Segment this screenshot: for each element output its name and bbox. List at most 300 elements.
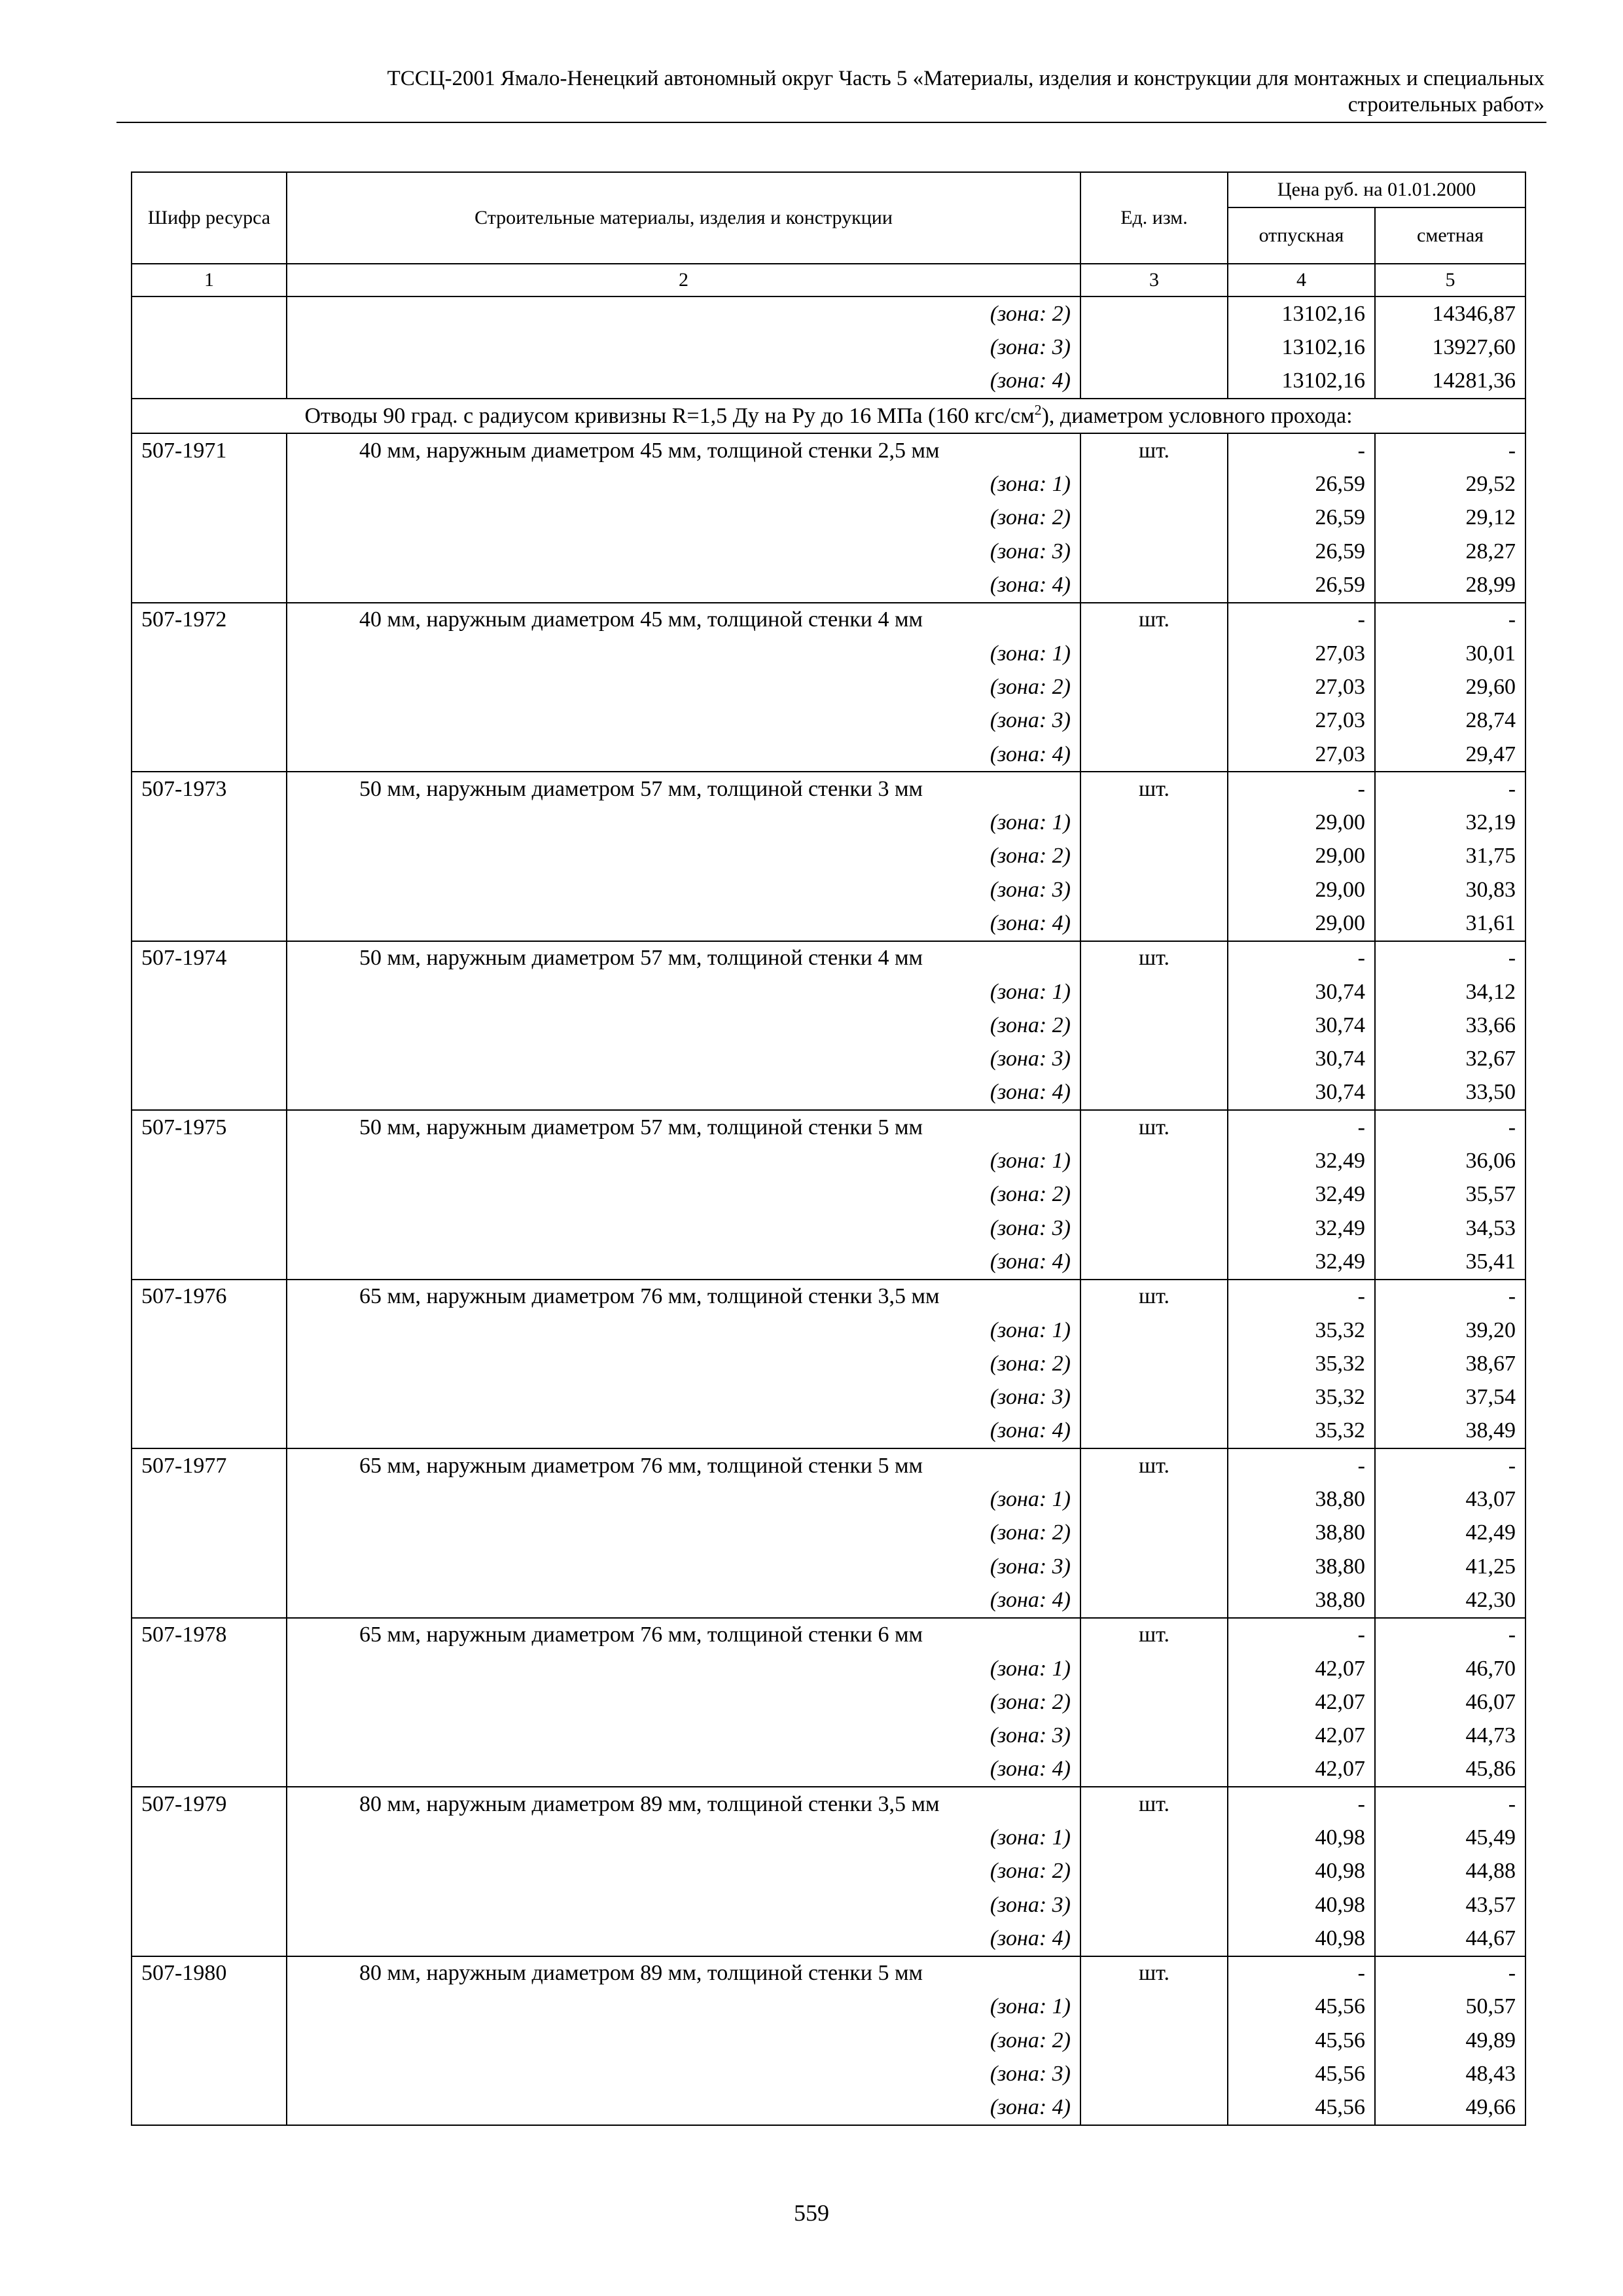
resource-code: 507-1978 xyxy=(132,1618,287,1652)
resource-code: 507-1974 xyxy=(132,941,287,975)
estimate-price: 45,49 xyxy=(1375,1821,1525,1854)
code-cell xyxy=(132,1821,287,1854)
code-cell xyxy=(132,738,287,772)
code-cell xyxy=(132,1076,287,1110)
code-cell xyxy=(132,1009,287,1042)
unit-cell xyxy=(1080,568,1228,602)
zone-label: (зона: 2) xyxy=(287,2024,1080,2057)
release-price: 38,80 xyxy=(1228,1482,1375,1516)
zone-label: (зона: 3) xyxy=(287,1888,1080,1922)
estimate-price: 35,57 xyxy=(1375,1178,1525,1211)
unit-cell xyxy=(1080,2091,1228,2125)
estimate-price: 33,50 xyxy=(1375,1076,1525,1110)
estimate-price: 14346,87 xyxy=(1375,296,1525,331)
estimate-price: - xyxy=(1375,1618,1525,1652)
code-cell xyxy=(132,2024,287,2057)
code-cell xyxy=(132,1178,287,1211)
code-cell xyxy=(132,296,287,331)
zone-label: (зона: 2) xyxy=(287,1855,1080,1888)
unit-cell xyxy=(1080,1922,1228,1956)
estimate-price: 39,20 xyxy=(1375,1314,1525,1347)
table-body xyxy=(132,296,1525,2125)
unit-cell xyxy=(1080,1753,1228,1787)
code-cell xyxy=(132,1583,287,1617)
unit-cell: шт. xyxy=(1080,1618,1228,1652)
resource-code: 507-1975 xyxy=(132,1110,287,1144)
item-description: 80 мм, наружным диаметром 89 мм, толщиной стенки 3,5 мм xyxy=(287,1787,1080,1821)
table-row xyxy=(132,1280,1525,1314)
table-row xyxy=(132,568,1525,602)
code-cell xyxy=(132,568,287,602)
unit-cell xyxy=(1080,975,1228,1009)
code-cell xyxy=(132,1347,287,1380)
item-description: 40 мм, наружным диаметром 45 мм, толщиной стенки 4 мм xyxy=(287,603,1080,637)
item-description: 80 мм, наружным диаметром 89 мм, толщиной стенки 5 мм xyxy=(287,1956,1080,1990)
release-price: 45,56 xyxy=(1228,2091,1375,2125)
section-title-text-a: Отводы 90 град. с радиусом кривизны R=1,5 Ду на Ру до 16 МПа (160 кгс/см xyxy=(304,403,1035,428)
release-price: 32,49 xyxy=(1228,1144,1375,1177)
estimate-price: - xyxy=(1375,1280,1525,1314)
release-price: - xyxy=(1228,772,1375,806)
col-number: 2 xyxy=(287,264,1080,296)
table-row xyxy=(132,1314,1525,1347)
unit-cell xyxy=(1080,365,1228,399)
estimate-price: 36,06 xyxy=(1375,1144,1525,1177)
estimate-price: 29,12 xyxy=(1375,501,1525,535)
estimate-price: 49,89 xyxy=(1375,2024,1525,2057)
estimate-price: - xyxy=(1375,1110,1525,1144)
item-description: 65 мм, наружным диаметром 76 мм, толщиной стенки 3,5 мм xyxy=(287,1280,1080,1314)
zone-label: (зона: 1) xyxy=(287,1990,1080,2024)
zone-label: (зона: 2) xyxy=(287,1685,1080,1719)
table-row xyxy=(132,2057,1525,2090)
code-cell xyxy=(132,1482,287,1516)
zone-label: (зона: 2) xyxy=(287,296,1080,331)
item-description: 50 мм, наружным диаметром 57 мм, толщиной стенки 5 мм xyxy=(287,1110,1080,1144)
table-row xyxy=(132,975,1525,1009)
table-row xyxy=(132,1990,1525,2024)
zone-label: (зона: 4) xyxy=(287,1753,1080,1787)
table-row xyxy=(132,1719,1525,1752)
zone-label: (зона: 3) xyxy=(287,535,1080,568)
release-price: 42,07 xyxy=(1228,1652,1375,1685)
release-price: 29,00 xyxy=(1228,840,1375,873)
estimate-price: 41,25 xyxy=(1375,1550,1525,1583)
table-row xyxy=(132,941,1525,975)
code-cell xyxy=(132,1211,287,1245)
estimate-price: 35,41 xyxy=(1375,1245,1525,1279)
release-price: 30,74 xyxy=(1228,1043,1375,1076)
zone-label: (зона: 2) xyxy=(287,1347,1080,1380)
zone-label: (зона: 1) xyxy=(287,1821,1080,1854)
col-header-price: Цена руб. на 01.01.2000 xyxy=(1228,172,1525,207)
zone-label: (зона: 4) xyxy=(287,1414,1080,1448)
resource-code: 507-1977 xyxy=(132,1448,287,1482)
unit-cell xyxy=(1080,806,1228,839)
release-price: 38,80 xyxy=(1228,1550,1375,1583)
table-row xyxy=(132,1618,1525,1652)
col-number: 3 xyxy=(1080,264,1228,296)
release-price: 27,03 xyxy=(1228,704,1375,738)
unit-cell xyxy=(1080,1821,1228,1854)
estimate-price: - xyxy=(1375,1956,1525,1990)
estimate-price: 34,53 xyxy=(1375,1211,1525,1245)
release-price: - xyxy=(1228,1787,1375,1821)
release-price: 45,56 xyxy=(1228,2024,1375,2057)
zone-label: (зона: 1) xyxy=(287,1482,1080,1516)
unit-cell xyxy=(1080,535,1228,568)
release-price: 27,03 xyxy=(1228,738,1375,772)
code-cell xyxy=(132,467,287,501)
code-cell xyxy=(132,806,287,839)
zone-label: (зона: 4) xyxy=(287,365,1080,399)
code-cell xyxy=(132,1550,287,1583)
release-price: 42,07 xyxy=(1228,1685,1375,1719)
estimate-price: 31,75 xyxy=(1375,840,1525,873)
unit-cell xyxy=(1080,467,1228,501)
table-row xyxy=(132,433,1525,467)
code-cell xyxy=(132,1245,287,1279)
release-price: 40,98 xyxy=(1228,1821,1375,1854)
zone-label: (зона: 2) xyxy=(287,1178,1080,1211)
table-row xyxy=(132,2091,1525,2125)
table-row xyxy=(132,1787,1525,1821)
table-row xyxy=(132,1144,1525,1177)
release-price: 35,32 xyxy=(1228,1381,1375,1414)
zone-label: (зона: 3) xyxy=(287,704,1080,738)
unit-cell: шт. xyxy=(1080,603,1228,637)
release-price: 26,59 xyxy=(1228,467,1375,501)
unit-cell xyxy=(1080,704,1228,738)
release-price: - xyxy=(1228,1956,1375,1990)
col-number: 4 xyxy=(1228,264,1375,296)
estimate-price: 42,30 xyxy=(1375,1583,1525,1617)
item-description: 65 мм, наружным диаметром 76 мм, толщиной стенки 6 мм xyxy=(287,1618,1080,1652)
header-line-2: строительных работ» xyxy=(1347,93,1544,117)
zone-label: (зона: 4) xyxy=(287,1076,1080,1110)
table-row xyxy=(132,1855,1525,1888)
table-row xyxy=(132,1110,1525,1144)
release-price: 29,00 xyxy=(1228,873,1375,906)
unit-cell xyxy=(1080,1652,1228,1685)
table-row xyxy=(132,806,1525,839)
unit-cell: шт. xyxy=(1080,1956,1228,1990)
release-price: 40,98 xyxy=(1228,1888,1375,1922)
zone-label: (зона: 2) xyxy=(287,670,1080,704)
table-row xyxy=(132,1448,1525,1482)
resource-code: 507-1976 xyxy=(132,1280,287,1314)
col-header-code: Шифр ресурса xyxy=(132,172,287,264)
release-price: 32,49 xyxy=(1228,1245,1375,1279)
unit-cell: шт. xyxy=(1080,772,1228,806)
resource-code: 507-1971 xyxy=(132,433,287,467)
zone-label: (зона: 1) xyxy=(287,975,1080,1009)
unit-cell xyxy=(1080,1855,1228,1888)
unit-cell xyxy=(1080,2057,1228,2090)
unit-cell xyxy=(1080,1990,1228,2024)
estimate-price: 43,07 xyxy=(1375,1482,1525,1516)
unit-cell xyxy=(1080,873,1228,906)
estimate-price: 46,07 xyxy=(1375,1685,1525,1719)
table-row xyxy=(132,1414,1525,1448)
code-cell xyxy=(132,1144,287,1177)
unit-cell xyxy=(1080,1719,1228,1752)
code-cell xyxy=(132,501,287,535)
resource-code: 507-1980 xyxy=(132,1956,287,1990)
estimate-price: 38,49 xyxy=(1375,1414,1525,1448)
unit-cell: шт. xyxy=(1080,941,1228,975)
code-cell xyxy=(132,637,287,670)
release-price: 45,56 xyxy=(1228,1990,1375,2024)
zone-label: (зона: 4) xyxy=(287,568,1080,602)
table-row xyxy=(132,1753,1525,1787)
estimate-price: 13927,60 xyxy=(1375,331,1525,364)
zone-label: (зона: 3) xyxy=(287,1719,1080,1752)
unit-cell xyxy=(1080,1347,1228,1380)
table-row xyxy=(132,331,1525,364)
zone-label: (зона: 3) xyxy=(287,1550,1080,1583)
code-cell xyxy=(132,1888,287,1922)
estimate-price: 44,88 xyxy=(1375,1855,1525,1888)
table-row xyxy=(132,1381,1525,1414)
code-cell xyxy=(132,873,287,906)
unit-cell xyxy=(1080,2024,1228,2057)
estimate-price: 44,67 xyxy=(1375,1922,1525,1956)
release-price: 26,59 xyxy=(1228,501,1375,535)
unit-cell xyxy=(1080,840,1228,873)
unit-cell xyxy=(1080,1314,1228,1347)
col-header-description: Строительные материалы, изделия и конструкции xyxy=(287,172,1080,264)
unit-cell xyxy=(1080,1414,1228,1448)
release-price: 29,00 xyxy=(1228,906,1375,941)
code-cell xyxy=(132,2057,287,2090)
table-row xyxy=(132,1245,1525,1279)
unit-cell xyxy=(1080,670,1228,704)
table-row xyxy=(132,501,1525,535)
unit-cell xyxy=(1080,296,1228,331)
estimate-price: - xyxy=(1375,941,1525,975)
table-row xyxy=(132,2024,1525,2057)
col-number: 1 xyxy=(132,264,287,296)
unit-cell xyxy=(1080,1178,1228,1211)
unit-cell xyxy=(1080,501,1228,535)
unit-cell xyxy=(1080,1550,1228,1583)
zone-label: (зона: 2) xyxy=(287,1516,1080,1550)
unit-cell xyxy=(1080,906,1228,941)
code-cell xyxy=(132,1314,287,1347)
unit-cell xyxy=(1080,1211,1228,1245)
estimate-price: 14281,36 xyxy=(1375,365,1525,399)
release-price: 26,59 xyxy=(1228,535,1375,568)
unit-cell xyxy=(1080,1009,1228,1042)
estimate-price: 37,54 xyxy=(1375,1381,1525,1414)
header-divider xyxy=(116,122,1546,123)
zone-label: (зона: 2) xyxy=(287,840,1080,873)
code-cell xyxy=(132,535,287,568)
release-price: 35,32 xyxy=(1228,1414,1375,1448)
code-cell xyxy=(132,704,287,738)
table-row xyxy=(132,873,1525,906)
code-cell xyxy=(132,2091,287,2125)
zone-label: (зона: 2) xyxy=(287,1009,1080,1042)
release-price: 26,59 xyxy=(1228,568,1375,602)
section-title-text-b: ), диаметром условного прохода: xyxy=(1041,403,1353,428)
unit-cell xyxy=(1080,738,1228,772)
table-row xyxy=(132,1685,1525,1719)
zone-label: (зона: 4) xyxy=(287,1583,1080,1617)
unit-cell xyxy=(1080,331,1228,364)
unit-cell: шт. xyxy=(1080,1280,1228,1314)
estimate-price: 31,61 xyxy=(1375,906,1525,941)
table-row xyxy=(132,1550,1525,1583)
zone-label: (зона: 1) xyxy=(287,806,1080,839)
item-description: 40 мм, наружным диаметром 45 мм, толщиной стенки 2,5 мм xyxy=(287,433,1080,467)
zone-label: (зона: 1) xyxy=(287,467,1080,501)
unit-cell xyxy=(1080,1583,1228,1617)
code-cell xyxy=(132,906,287,941)
release-price: 13102,16 xyxy=(1228,365,1375,399)
table-row xyxy=(132,670,1525,704)
release-price: - xyxy=(1228,1280,1375,1314)
table-row xyxy=(132,603,1525,637)
release-price: - xyxy=(1228,941,1375,975)
resource-code: 507-1979 xyxy=(132,1787,287,1821)
zone-label: (зона: 1) xyxy=(287,1144,1080,1177)
zone-label: (зона: 3) xyxy=(287,2057,1080,2090)
estimate-price: 45,86 xyxy=(1375,1753,1525,1787)
table-row xyxy=(132,1347,1525,1380)
table-row xyxy=(132,1888,1525,1922)
section-title-sup: 2 xyxy=(1034,401,1042,418)
table-row xyxy=(132,296,1525,331)
table-row xyxy=(132,1583,1525,1617)
estimate-price: 32,19 xyxy=(1375,806,1525,839)
code-cell xyxy=(132,1719,287,1752)
zone-label: (зона: 4) xyxy=(287,1245,1080,1279)
estimate-price: 28,27 xyxy=(1375,535,1525,568)
unit-cell: шт. xyxy=(1080,1448,1228,1482)
item-description: 50 мм, наружным диаметром 57 мм, толщиной стенки 3 мм xyxy=(287,772,1080,806)
zone-label: (зона: 3) xyxy=(287,1211,1080,1245)
release-price: 42,07 xyxy=(1228,1719,1375,1752)
table-row xyxy=(132,365,1525,399)
zone-label: (зона: 3) xyxy=(287,1381,1080,1414)
zone-label: (зона: 4) xyxy=(287,738,1080,772)
code-cell xyxy=(132,840,287,873)
estimate-price: 30,83 xyxy=(1375,873,1525,906)
release-price: 45,56 xyxy=(1228,2057,1375,2090)
page-number: 559 xyxy=(794,2200,829,2226)
release-price: 30,74 xyxy=(1228,1076,1375,1110)
code-cell xyxy=(132,1685,287,1719)
estimate-price: 44,73 xyxy=(1375,1719,1525,1752)
release-price: 30,74 xyxy=(1228,1009,1375,1042)
estimate-price: 43,57 xyxy=(1375,1888,1525,1922)
table-row xyxy=(132,1922,1525,1956)
zone-label: (зона: 4) xyxy=(287,1922,1080,1956)
release-price: 27,03 xyxy=(1228,637,1375,670)
estimate-price: 34,12 xyxy=(1375,975,1525,1009)
table-row xyxy=(132,1516,1525,1550)
unit-cell xyxy=(1080,1381,1228,1414)
zone-label: (зона: 1) xyxy=(287,1314,1080,1347)
table-row xyxy=(132,1956,1525,1990)
zone-label: (зона: 2) xyxy=(287,501,1080,535)
estimate-price: 50,57 xyxy=(1375,1990,1525,2024)
release-price: 38,80 xyxy=(1228,1583,1375,1617)
zone-label: (зона: 4) xyxy=(287,906,1080,941)
release-price: 38,80 xyxy=(1228,1516,1375,1550)
estimate-price: 42,49 xyxy=(1375,1516,1525,1550)
estimate-price: - xyxy=(1375,1787,1525,1821)
release-price: - xyxy=(1228,1448,1375,1482)
table-row xyxy=(132,535,1525,568)
unit-cell: шт. xyxy=(1080,433,1228,467)
resource-code: 507-1972 xyxy=(132,603,287,637)
table-row xyxy=(132,1211,1525,1245)
item-description: 50 мм, наружным диаметром 57 мм, толщиной стенки 4 мм xyxy=(287,941,1080,975)
release-price: - xyxy=(1228,603,1375,637)
table-row xyxy=(132,772,1525,806)
table-row xyxy=(132,637,1525,670)
col-number: 5 xyxy=(1375,264,1525,296)
unit-cell xyxy=(1080,1516,1228,1550)
code-cell xyxy=(132,1652,287,1685)
unit-cell xyxy=(1080,1245,1228,1279)
release-price: 32,49 xyxy=(1228,1211,1375,1245)
section-title xyxy=(132,399,1525,433)
table-row xyxy=(132,1178,1525,1211)
table-row xyxy=(132,906,1525,941)
zone-label: (зона: 3) xyxy=(287,1043,1080,1076)
code-cell xyxy=(132,1990,287,2024)
code-cell xyxy=(132,1855,287,1888)
release-price: - xyxy=(1228,1110,1375,1144)
col-header-estimate: сметная xyxy=(1375,207,1525,264)
code-cell xyxy=(132,365,287,399)
zone-label: (зона: 3) xyxy=(287,873,1080,906)
release-price: 13102,16 xyxy=(1228,331,1375,364)
estimate-price: 46,70 xyxy=(1375,1652,1525,1685)
item-description: 65 мм, наружным диаметром 76 мм, толщиной стенки 5 мм xyxy=(287,1448,1080,1482)
release-price: 29,00 xyxy=(1228,806,1375,839)
estimate-price: - xyxy=(1375,1448,1525,1482)
col-header-unit: Ед. изм. xyxy=(1080,172,1228,264)
unit-cell xyxy=(1080,637,1228,670)
estimate-price: 32,67 xyxy=(1375,1043,1525,1076)
table-row xyxy=(132,1043,1525,1076)
release-price: - xyxy=(1228,433,1375,467)
table-row xyxy=(132,1076,1525,1110)
code-cell xyxy=(132,1381,287,1414)
resource-code: 507-1973 xyxy=(132,772,287,806)
release-price: 13102,16 xyxy=(1228,296,1375,331)
release-price: 42,07 xyxy=(1228,1753,1375,1787)
unit-cell: шт. xyxy=(1080,1787,1228,1821)
unit-cell: шт. xyxy=(1080,1110,1228,1144)
release-price: 40,98 xyxy=(1228,1922,1375,1956)
estimate-price: 33,66 xyxy=(1375,1009,1525,1042)
estimate-price: 30,01 xyxy=(1375,637,1525,670)
estimate-price: 28,99 xyxy=(1375,568,1525,602)
release-price: 32,49 xyxy=(1228,1178,1375,1211)
release-price: 27,03 xyxy=(1228,670,1375,704)
zone-label: (зона: 4) xyxy=(287,2091,1080,2125)
code-cell xyxy=(132,1414,287,1448)
section-title-row xyxy=(132,399,1525,433)
table-row xyxy=(132,1482,1525,1516)
release-price: 30,74 xyxy=(1228,975,1375,1009)
